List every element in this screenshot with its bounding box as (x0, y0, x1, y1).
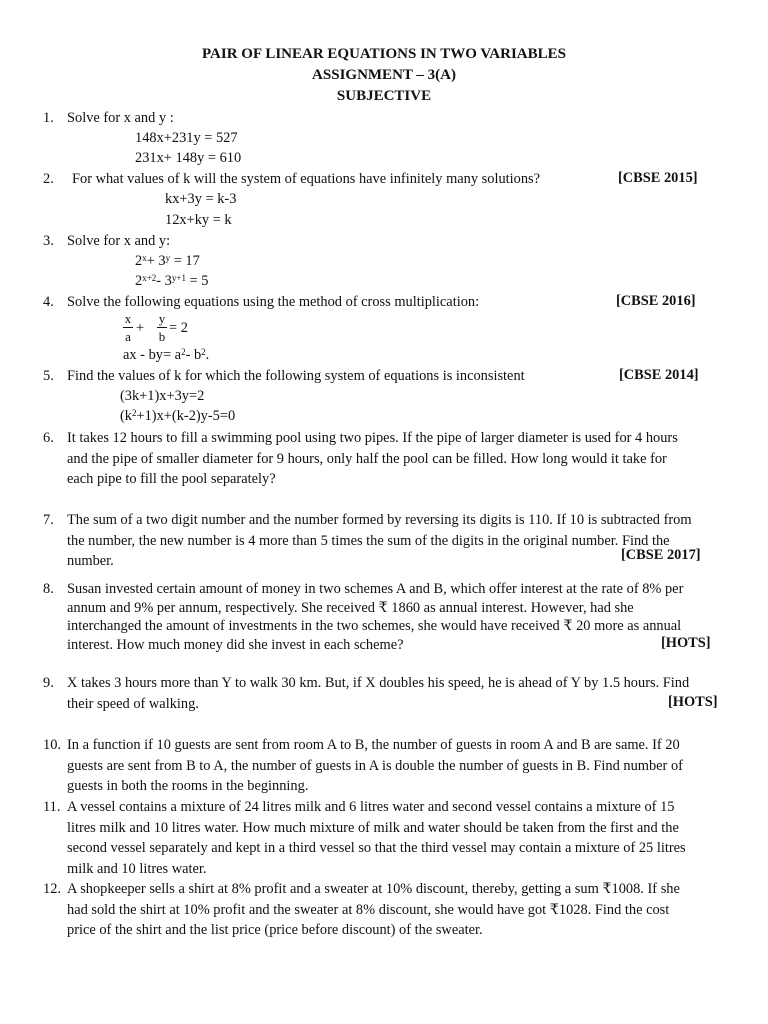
question-number: 4. (43, 294, 54, 310)
equation: $2^x+ 3^y = 17$ (135, 253, 200, 269)
section-title: SUBJECTIVE (336, 88, 432, 104)
equation-rhs: = 2 (169, 320, 188, 336)
question-7-text: The sum of a two digit number and the number formed by reversing its digits is 110. If 10 is subtracted from the number, the new number is 4 more than 5 times the sum of the digits in the original number. Find the number. (67, 512, 692, 570)
question-number: 3. (43, 233, 54, 249)
question-number: 5. (43, 368, 54, 384)
question-10-text: In a function if 10 guests are sent from room A to B, the number of guests in room A and B are same. If 20 guests are sent from B to A, the number of guests in A is double the number of guests in B. Find number of guests in both the rooms in the beginning. (67, 737, 683, 795)
equation: (3k+1)x+3y=2 (120, 388, 205, 404)
question-11-text: A vessel contains a mixture of 24 litres milk and 6 litres water and second vessel contains a mixture of 15 litres milk and 10 litres water. How much mixture of milk and water should be taken from the first and the second vessel separately and kept in a third vessel so that the third vessel may contain a mixture of 25 litres milk and 10 litres water. (67, 799, 686, 877)
question-number: 11. (43, 799, 61, 815)
page-title: PAIR OF LINEAR EQUATIONS IN TWO VARIABLES (202, 46, 566, 62)
question-6-text: It takes 12 hours to fill a swimming pool using two pipes. If the pipe of larger diameter is used for 4 hours and the pipe of smaller diameter for 9 hours, only half the pool can be filled. How long would it take for each pipe to fill the pool separately? (67, 430, 678, 488)
question-text: Solve for x and y: (67, 233, 171, 249)
equation: 148x+231y = 527 (135, 130, 238, 146)
question-number: 6. (43, 430, 54, 446)
hots-tag: [HOTS] (668, 694, 718, 710)
source-tag: [CBSE 2014] (619, 367, 699, 383)
equation: 231x+ 148y = 610 (135, 150, 242, 166)
question-text: Solve for x and y : (67, 110, 174, 126)
equation: $2^{x+2}-$ $3^{y+1} = 5$ (135, 273, 209, 289)
assignment-title: ASSIGNMENT – 3(A) (312, 67, 456, 83)
question-number: 9. (43, 675, 54, 691)
question-text: Find the values of k for which the following system of equations is inconsistent (67, 368, 525, 384)
equation: 12x+ky = k (165, 212, 232, 228)
source-tag: [CBSE 2017] (621, 547, 701, 563)
question-text: Solve the following equations using the method of cross multiplication: (67, 294, 480, 310)
question-8-text: Susan invested certain amount of money in two schemes A and B, which offer interest at the rate of 8% per annum and 9% per annum, respectively. She received ₹ 1860 as annual interest. However, had she interchanged the amount of investments in the two schemes, she would have received ₹ 20 more as annual interest. How much money did she invest in each scheme? (67, 581, 684, 653)
fraction: y b (158, 311, 166, 344)
question-text: For what values of k will the system of equations have infinitely many solutions? (72, 171, 541, 187)
equation: $(k^2+1)x+(k-2)y-5=0$ (120, 408, 236, 424)
plus-sign: + (136, 320, 145, 336)
hots-tag: [HOTS] (661, 635, 711, 651)
question-number: 10. (43, 737, 61, 753)
question-number: 1. (43, 110, 54, 126)
equation: kx+3y = k-3 (165, 191, 237, 207)
source-tag: [CBSE 2015] (618, 170, 698, 186)
question-number: 7. (43, 512, 54, 528)
question-number: 12. (43, 881, 61, 897)
source-tag: [CBSE 2016] (616, 293, 696, 309)
question-number: 2. (43, 171, 54, 187)
question-12-text: A shopkeeper sells a shirt at 8% profit and a sweater at 10% discount, thereby, getting a sum ₹1008. If she had sold the shirt at 10% profit and the sweater at 8% discount, she would have got ₹1028. Find the cost price of the shirt and the list price (price before discount) of the sweater. (67, 881, 680, 939)
question-number: 8. (43, 581, 54, 597)
question-9-text: X takes 3 hours more than Y to walk 30 km. But, if X doubles his speed, he is ahead of Y by 1.5 hours. Find their speed of walking. (67, 675, 690, 712)
equation: ax - $by= a^2-$ $b^2$. (123, 347, 210, 363)
fraction: x a (124, 311, 132, 344)
